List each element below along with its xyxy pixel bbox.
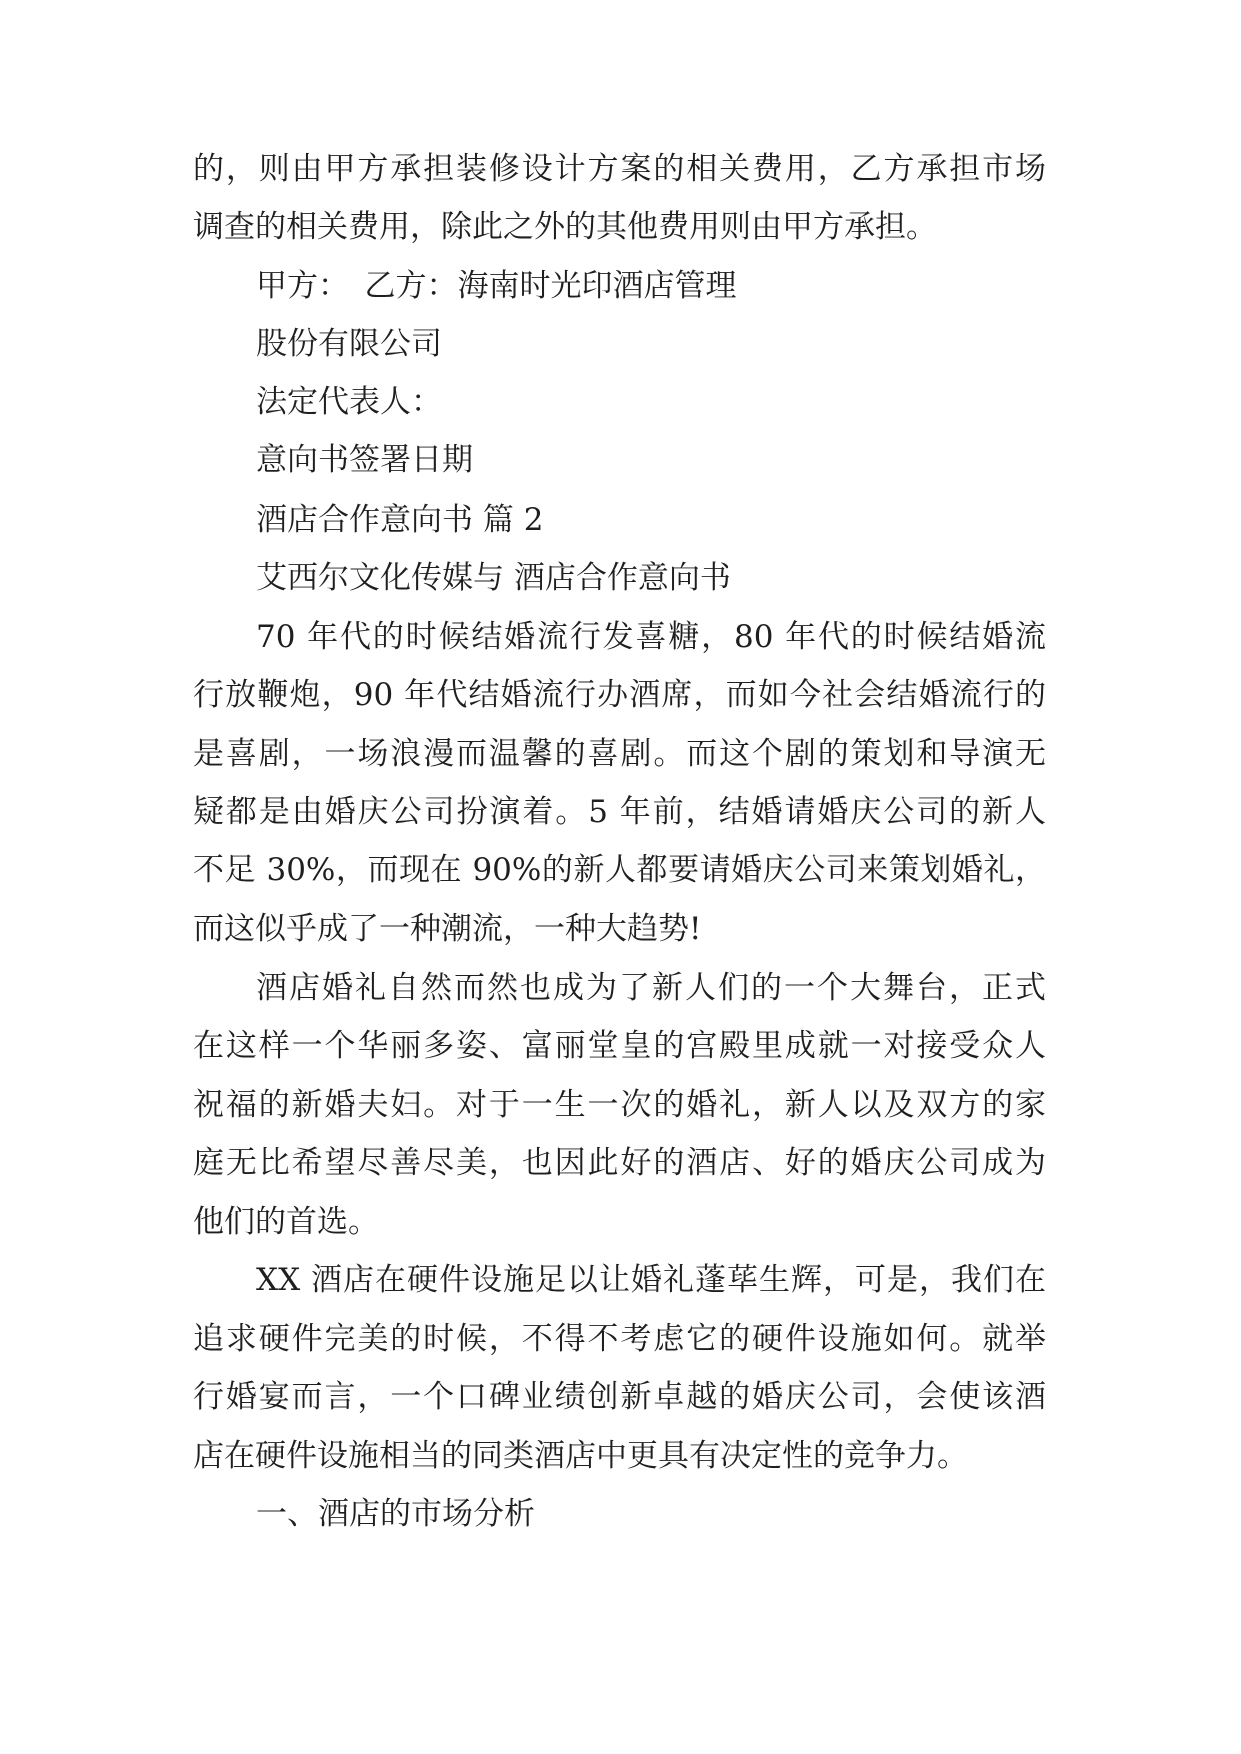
- paragraph-line: 是喜剧，一场浪漫而温馨的喜剧。而这个剧的策划和导演无: [193, 736, 1046, 772]
- paragraph-line: 70 年代的时候结婚流行发喜糖，80 年代的时候结婚流: [256, 619, 1046, 655]
- paragraph-line: 不足 30%，而现在 90%的新人都要请婚庆公司来策划婚礼，: [193, 852, 1046, 888]
- paragraph-line: 而这似乎成了一种潮流，一种大趋势!: [193, 911, 702, 947]
- paragraph-line: 追求硬件完美的时候，不得不考虑它的硬件设施如何。就举: [193, 1321, 1046, 1357]
- paragraph-line: 在这样一个华丽多姿、富丽堂皇的宫殿里成就一对接受众人: [193, 1028, 1046, 1064]
- paragraph-line: 祝福的新婚夫妇。对于一生一次的婚礼，新人以及双方的家: [193, 1087, 1046, 1123]
- paragraph-line: 的，则由甲方承担装修设计方案的相关费用，乙方承担市场: [193, 151, 1046, 187]
- signature-party-line: 甲方： 乙方：海南时光印酒店管理: [256, 268, 737, 304]
- legal-representative-line: 法定代表人：: [256, 384, 442, 420]
- paragraph-line: 行婚宴而言，一个口碑业绩创新卓越的婚庆公司，会使该酒: [193, 1379, 1046, 1415]
- signing-date-line: 意向书签署日期: [256, 442, 473, 478]
- paragraph-line: 庭无比希望尽善尽美，也因此好的酒店、好的婚庆公司成为: [193, 1145, 1046, 1181]
- signature-party-line: 股份有限公司: [256, 326, 442, 362]
- paragraph-line: 店在硬件设施相当的同类酒店中更具有决定性的竞争力。: [193, 1438, 968, 1474]
- paragraph-line: 疑都是由婚庆公司扮演着。5 年前，结婚请婚庆公司的新人: [193, 794, 1046, 830]
- section-heading: 酒店合作意向书 篇 2: [256, 502, 544, 538]
- paragraph-line: 酒店婚礼自然而然也成为了新人们的一个大舞台，正式: [256, 970, 1046, 1006]
- document-title: 艾西尔文化传媒与 酒店合作意向书: [256, 560, 731, 596]
- paragraph-line: 调查的相关费用，除此之外的其他费用则由甲方承担。: [193, 209, 937, 245]
- section-heading: 一、酒店的市场分析: [256, 1496, 535, 1532]
- paragraph-line: 行放鞭炮，90 年代结婚流行办酒席，而如今社会结婚流行的: [193, 677, 1046, 713]
- paragraph-line: 他们的首选。: [193, 1204, 379, 1240]
- paragraph-line: XX 酒店在硬件设施足以让婚礼蓬荜生辉，可是，我们在: [256, 1262, 1046, 1298]
